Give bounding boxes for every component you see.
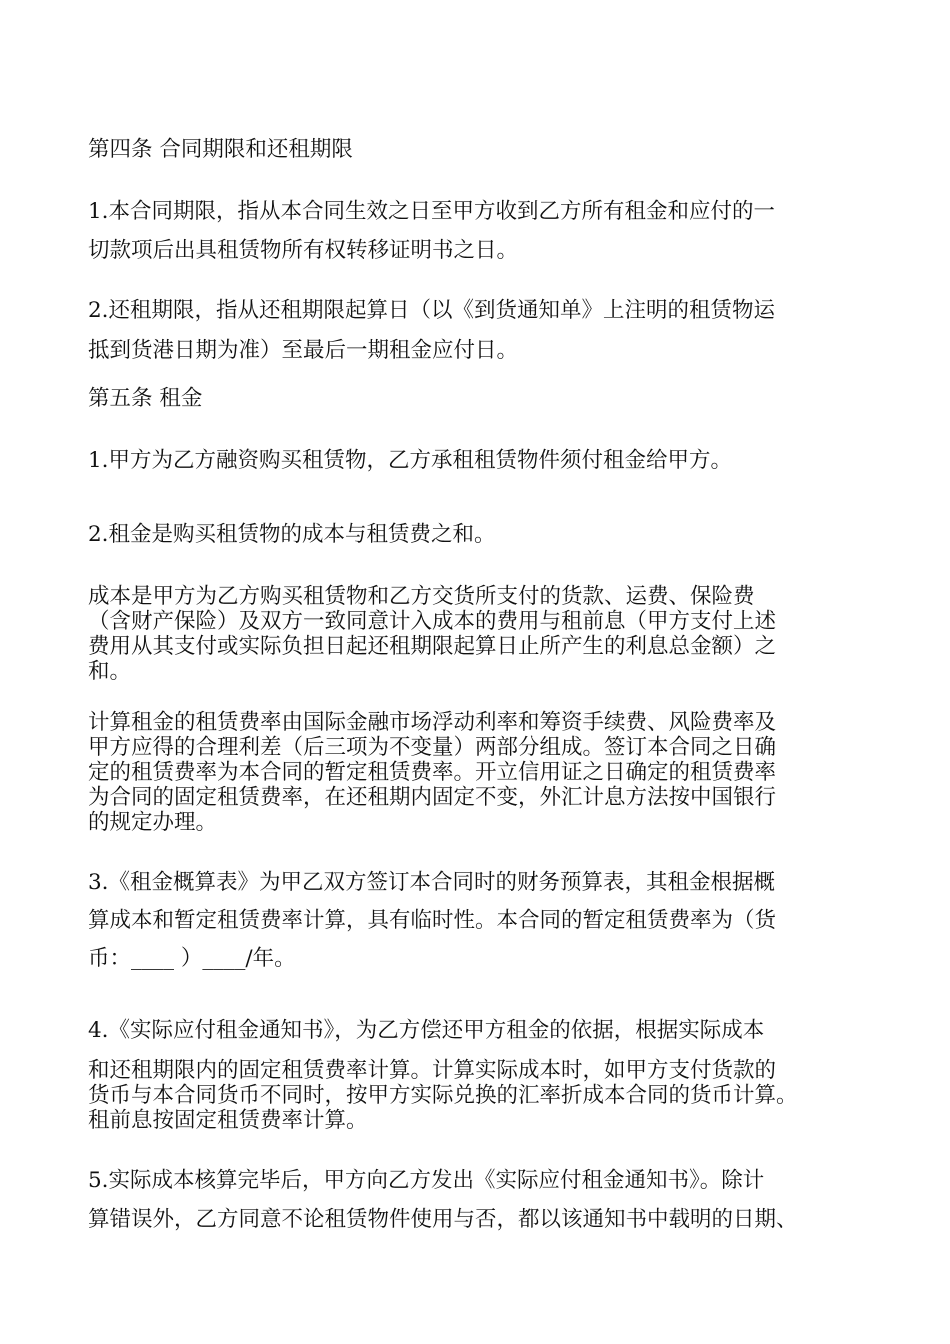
article-5-clause-5-line-2: 算错误外，乙方同意不论租赁物件使用与否，都以该通知书中载明的日期、 [88,1207,798,1232]
article-4-clause-2-line-2: 抵到货港日期为准）至最后一期租金应付日。 [88,338,519,363]
rate-paragraph-line-5: 的规定办理。 [88,810,218,835]
cost-paragraph-line-1: 成本是甲方为乙方购买租赁物和乙方交货所支付的货款、运费、保险费 [88,584,755,609]
article-5-clause-5-line-1: 5.实际成本核算完毕后，甲方向乙方发出《实际应付租金通知书》。除计 [88,1168,765,1193]
rate-paragraph-line-4: 为合同的固定租赁费率，在还租期内固定不变，外汇计息方法按中国银行 [88,785,777,810]
article-4-clause-1-line-1: 1.本合同期限，指从本合同生效之日至甲方收到乙方所有租金和应付的一 [88,199,776,224]
article-5-clause-4-line-1: 4.《实际应付租金通知书》，为乙方偿还甲方租金的依据，根据实际成本 [88,1018,765,1043]
rate-paragraph-line-3: 定的租赁费率为本合同的暂定租赁费率。开立信用证之日确定的租赁费率 [88,760,777,785]
article-4-heading: 第四条 合同期限和还租期限 [88,137,353,162]
cost-paragraph-line-2: （含财产保险）及双方一致同意计入成本的费用与租前息（甲方支付上述 [88,609,777,634]
article-5-clause-1: 1.甲方为乙方融资购买租赁物，乙方承租租赁物件须付租金给甲方。 [88,448,733,473]
article-5-clause-4-line-3: 货币与本合同货币不同时，按甲方实际兑换的汇率折成本合同的货币计算。 [88,1083,798,1108]
article-5-clause-4-line-2: 和还租期限内的固定租赁费率计算。计算实际成本时，如甲方支付货款的 [88,1058,777,1083]
article-4-clause-2-line-1: 2.还租期限，指从还租期限起算日（以《到货通知单》上注明的租赁物运 [88,298,776,323]
article-5-clause-4-line-4: 租前息按固定租赁费率计算。 [88,1108,368,1133]
article-4-clause-1-line-2: 切款项后出具租赁物所有权转移证明书之日。 [88,238,519,263]
article-5-heading: 第五条 租金 [88,386,203,411]
cost-paragraph-line-3: 费用从其支付或实际负担日起还租期限起算日止所产生的利息总金额）之 [88,634,777,659]
article-5-clause-3-line-3: 币：____ ）____/年。 [88,946,296,971]
article-5-clause-3-line-2: 算成本和暂定租赁费率计算，具有临时性。本合同的暂定租赁费率为（货 [88,908,777,933]
article-5-clause-2: 2.租金是购买租赁物的成本与租赁费之和。 [88,522,496,547]
article-5-clause-3-line-1: 3.《租金概算表》为甲乙双方签订本合同时的财务预算表，其租金根据概 [88,870,776,895]
rate-paragraph-line-2: 甲方应得的合理利差（后三项为不变量）两部分组成。签订本合同之日确 [88,735,777,760]
cost-paragraph-line-4: 和。 [88,659,132,684]
rate-paragraph-line-1: 计算租金的租赁费率由国际金融市场浮动利率和筹资手续费、风险费率及 [88,710,777,735]
